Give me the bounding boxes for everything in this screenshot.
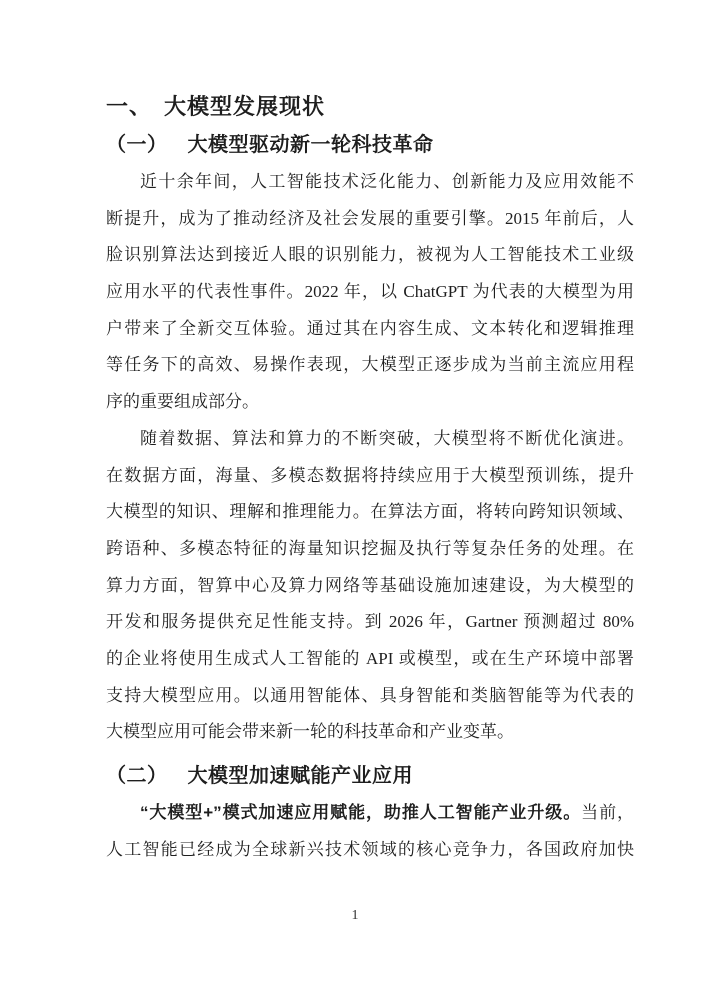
lead-sentence-bold: “大模型+”模式加速应用赋能，助推人工智能产业升级。	[140, 803, 582, 822]
paragraph-2-line: 大模型的知识、理解和推理能力。在算法方面，将转向跨知识领域、	[106, 502, 634, 522]
paragraph-3-line: 人工智能已经成为全球新兴技术领域的核心竞争力，各国政府加快	[106, 839, 634, 859]
paragraph-1-line: 应用水平的代表性事件。2022 年，以 ChatGPT 为代表的大模型为用	[106, 282, 634, 302]
paragraph-2-line: 算力方面，智算中心及算力网络等基础设施加速建设，为大模型的	[106, 575, 634, 595]
section-2-title: 大模型加速赋能产业应用	[187, 765, 413, 787]
paragraph-1-line: 脸识别算法达到接近人眼的识别能力，被视为人工智能技术工业级	[106, 245, 634, 265]
paragraph-1-line: 户带来了全新交互体验。通过其在内容生成、文本转化和逻辑推理	[106, 318, 634, 338]
paragraph-2-line: 开发和服务提供充足性能支持。到 2026 年，Gartner 预测超过 80%	[106, 612, 634, 632]
paragraph-2-line: 的企业将使用生成式人工智能的 API 或模型，或在生产环境中部署	[106, 648, 634, 668]
section-1-title: 大模型驱动新一轮科技革命	[187, 134, 434, 156]
section-heading-1	[106, 126, 634, 164]
paragraph-2-line: 支持大模型应用。以通用智能体、具身智能和类脑智能等为代表的	[106, 685, 634, 705]
paragraph-3-line	[106, 795, 634, 832]
paragraph-2-line: 随着数据、算法和算力的不断突破，大模型将不断优化演进。	[140, 428, 634, 448]
paragraph-2-line: 大模型应用可能会带来新一轮的科技革命和产业变革。	[106, 722, 514, 742]
paragraph-1-line: 断提升，成为了推动经济及社会发展的重要引擎。2015 年前后，人	[106, 208, 634, 228]
chapter-number: 一、	[106, 94, 153, 119]
section-heading-2	[106, 751, 634, 795]
chapter-heading	[106, 88, 634, 126]
section-2-number: （二）	[106, 765, 168, 787]
page-number: 1	[351, 908, 359, 923]
paragraph-1-line: 等任务下的高效、易操作表现，大模型正逐步成为当前主流应用程	[106, 355, 634, 375]
page-content	[106, 88, 634, 868]
paragraph-1-line: 序的重要组成部分。	[106, 392, 259, 412]
paragraph-1-line: 近十余年间，人工智能技术泛化能力、创新能力及应用效能不	[140, 172, 634, 191]
paragraph-2-line: 跨语种、多模态特征的海量知识挖掘及执行等复杂任务的处理。在	[106, 538, 634, 558]
paragraph-2-line: 在数据方面，海量、多模态数据将持续应用于大模型预训练，提升	[106, 465, 634, 485]
section-1-number: （一）	[106, 134, 168, 156]
lead-sentence-regular: 当前，	[581, 803, 634, 822]
chapter-title: 大模型发展现状	[164, 94, 326, 119]
